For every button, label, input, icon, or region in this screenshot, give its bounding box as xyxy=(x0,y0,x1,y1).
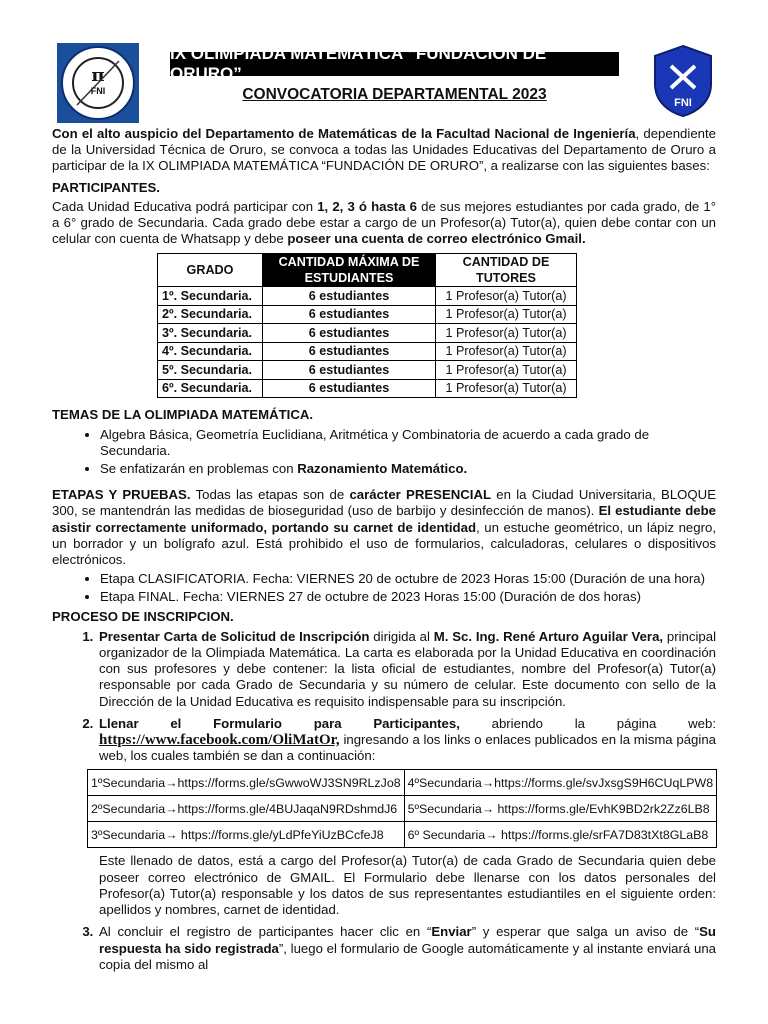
form-link[interactable]: 2ºSecundaria→https://forms.gle/4BUJaqaN9RDshmdJ6 xyxy=(88,796,405,822)
etapas-paragraph: ETAPAS Y PRUEBAS. Todas las etapas son de carácter PRESENCIAL en la Ciudad Universitaria, BLOQUE 300, se mantendrán las medidas de bioseguridad (uso de barbijo y desinfección de manos). El estudiante debe asistir correctamente uniformado, portando su carnet de identidad, un estuche geométrico, un lápiz negro, un borrador y un bolígrafo azul. Está prohibido el uso de formularios, calculadoras, celulares o dispositivos electrónicos. xyxy=(52,487,716,568)
grade-cell: 6º. Secundaria. xyxy=(158,379,263,398)
intro-paragraph: Con el alto auspicio del Departamento de Matemáticas de la Facultad Nacional de Ingeniería, dependiente de la Universidad Técnica de Oruro, se convoca a todas las Unidades Educativas del Departamento de Oruro a participar de la IX OLIMPIADA MATEMÁTICA “FUNDACIÓN DE ORURO”, a realizarse con las siguientes bases: xyxy=(52,126,716,174)
header-cantidad-estudiantes: CANTIDAD MÁXIMA DE ESTUDIANTES xyxy=(263,254,436,287)
students-cell: 6 estudiantes xyxy=(263,305,436,324)
convocatoria-subtitle: CONVOCATORIA DEPARTAMENTAL 2023 xyxy=(242,86,547,103)
form-link[interactable]: 4ºSecundaria→https://forms.gle/svJxsgS9H6CUqLPW8 xyxy=(404,770,716,796)
table-row xyxy=(158,324,577,343)
tutors-cell: 1 Profesor(a) Tutor(a) xyxy=(436,305,577,324)
facebook-link[interactable]: https://www.facebook.com/OliMatOr, xyxy=(99,732,340,749)
svg-text:FNI: FNI xyxy=(90,86,106,96)
form-link[interactable]: 1ºSecundaria→https://forms.gle/sGwwoWJ3SN9RLzJo8 xyxy=(88,770,405,796)
table-row xyxy=(158,379,577,398)
table-row xyxy=(88,770,717,796)
olympiad-title: IX OLIMPIADA MATEMÁTICA “FUNDACIÓN DE ORURO” xyxy=(170,52,619,76)
table-row xyxy=(158,305,577,324)
students-cell: 6 estudiantes xyxy=(263,361,436,380)
proceso-list xyxy=(52,629,716,973)
participantes-heading: PARTICIPANTES. xyxy=(52,179,160,195)
list-item: 1. Presentar Carta de Solicitud de Inscripción dirigida al M. Sc. Ing. René Arturo Aguilar Vera, principal organizador de la Olimpiada Matemática. La carta es elaborada por la Unidad Educativa en coordinación con sus profesores y debe contener: la lista oficial de estudiantes, nombre del Profesor(a) Tutor(a) responsable por cada Grado de Secundaria y su número de celular. Este documento con sello de la Dirección de la Unidad Educativa es requisito indispensable para su inscripción. xyxy=(97,629,716,710)
participantes-paragraph: Cada Unidad Educativa podrá participar con 1, 2, 3 ó hasta 6 de sus mejores estudiantes por cada grado, de 1° a 6° grado de Secundaria. Cada grado debe estar a cargo de un Profesor(a) Tutor(a), quien debe contar con un celular con cuenta de Whatsapp y debe poseer una cuenta de correo electrónico Gmail. xyxy=(52,198,716,247)
list-item: • Etapa CLASIFICATORIA. Fecha: VIERNES 20 de octubre de 2023 Horas 15:00 (Duración de una hora) xyxy=(100,571,716,587)
form-link[interactable]: 6º Secundaria→ https://forms.gle/srFA7D83tXt8GLaB8 xyxy=(404,822,716,848)
table-row xyxy=(158,342,577,361)
table-row xyxy=(158,287,577,306)
form-link[interactable]: 3ºSecundaria→ https://forms.gle/yLdPfeYiUzBCcfeJ8 xyxy=(88,822,405,848)
proceso-heading: PROCESO DE INSCRIPCION. xyxy=(52,608,234,624)
svg-text:π: π xyxy=(91,65,105,86)
temas-list xyxy=(52,427,716,478)
list-item: 2. Llenar el Formulario para Participantes, abriendo la página web: https://www.facebook.com/OliMatOr, ingresando a los links o enlaces publicados en la misma página web, los cuales también se dan a continuación: 1ºSecundaria→https://forms.gle/sGwwoWJ3SN9RLzJo8 4ºSecundaria→https://forms.gle/svJxsgS9H6CUqLPW8 2ºSecundaria→https://forms.gle/4BUJaqaN9RDshmdJ6 5ºSecundaria→ https://forms.gle/EvhK9BD2rk2Zz6LB8 3ºSecundaria→ https://forms.gle/yLdPfeYiUzBCcfeJ8 6º Secundaria→ https://forms.gle/srFA7D83tXt8GLaB8 Este llenado de datos, está a cargo del Profesor(a) Tutor(a) de cada Grado de Secundaria quien debe poseer correo electrónico de GMAIL. El Formulario debe llenarse con los datos personales del Profesor(a) Tutor(a) responsable y los datos de sus representantes estudiantiles en el siguiente orden: apellidos y nombres, carnet de identidad. xyxy=(97,716,716,918)
table-header-row xyxy=(158,254,577,287)
form-link[interactable]: 5ºSecundaria→ https://forms.gle/EvhK9BD2rk2Zz6LB8 xyxy=(404,796,716,822)
tutors-cell: 1 Profesor(a) Tutor(a) xyxy=(436,379,577,398)
list-item: • Etapa FINAL. Fecha: VIERNES 27 de octubre de 2023 Horas 15:00 (Duración de dos horas) xyxy=(100,589,716,605)
grade-cell: 3º. Secundaria. xyxy=(158,324,263,343)
links-table xyxy=(87,769,717,848)
tutors-cell: 1 Profesor(a) Tutor(a) xyxy=(436,361,577,380)
form-instructions: Este llenado de datos, está a cargo del Profesor(a) Tutor(a) de cada Grado de Secundaria quien debe poseer correo electrónico de GMAIL. El Formulario debe llenarse con los datos personales del Profesor(a) Tutor(a) responsable y los datos de sus representantes estudiantiles en el siguiente orden: apellidos y nombres, carnet de identidad. xyxy=(99,853,716,918)
students-cell: 6 estudiantes xyxy=(263,324,436,343)
students-cell: 6 estudiantes xyxy=(263,287,436,306)
fni-math-logo-icon xyxy=(57,43,139,123)
table-row xyxy=(88,796,717,822)
grade-cell: 2º. Secundaria. xyxy=(158,305,263,324)
list-item: • Algebra Básica, Geometría Euclidiana, Aritmética y Combinatoria de acuerdo a cada grado de Secundaria. xyxy=(100,427,716,459)
tutors-cell: 1 Profesor(a) Tutor(a) xyxy=(436,287,577,306)
header-cantidad-tutores: CANTIDAD DE TUTORES xyxy=(436,254,577,287)
list-item: 3. Al concluir el registro de participantes hacer clic en “Enviar” y esperar que salga un aviso de “Su respuesta ha sido registrada”, luego el formulario de Google automáticamente y al instante enviará una copia del mismo al xyxy=(97,924,716,973)
svg-text:FNI: FNI xyxy=(674,97,692,109)
main-content xyxy=(52,126,716,979)
grade-cell: 1º. Secundaria. xyxy=(158,287,263,306)
etapas-heading: ETAPAS Y PRUEBAS. xyxy=(52,487,191,503)
grade-table xyxy=(157,253,577,398)
grade-cell: 5º. Secundaria. xyxy=(158,361,263,380)
etapas-list xyxy=(52,571,716,605)
header-grado: GRADO xyxy=(158,254,263,287)
fni-shield-icon xyxy=(651,44,715,118)
grade-cell: 4º. Secundaria. xyxy=(158,342,263,361)
students-cell: 6 estudiantes xyxy=(263,342,436,361)
table-row xyxy=(158,361,577,380)
tutors-cell: 1 Profesor(a) Tutor(a) xyxy=(436,342,577,361)
list-item: • Se enfatizarán en problemas con Razonamiento Matemático. xyxy=(100,461,716,477)
temas-heading: TEMAS DE LA OLIMPIADA MATEMÁTICA. xyxy=(52,407,314,423)
students-cell: 6 estudiantes xyxy=(263,379,436,398)
tutors-cell: 1 Profesor(a) Tutor(a) xyxy=(436,324,577,343)
table-row xyxy=(88,822,717,848)
